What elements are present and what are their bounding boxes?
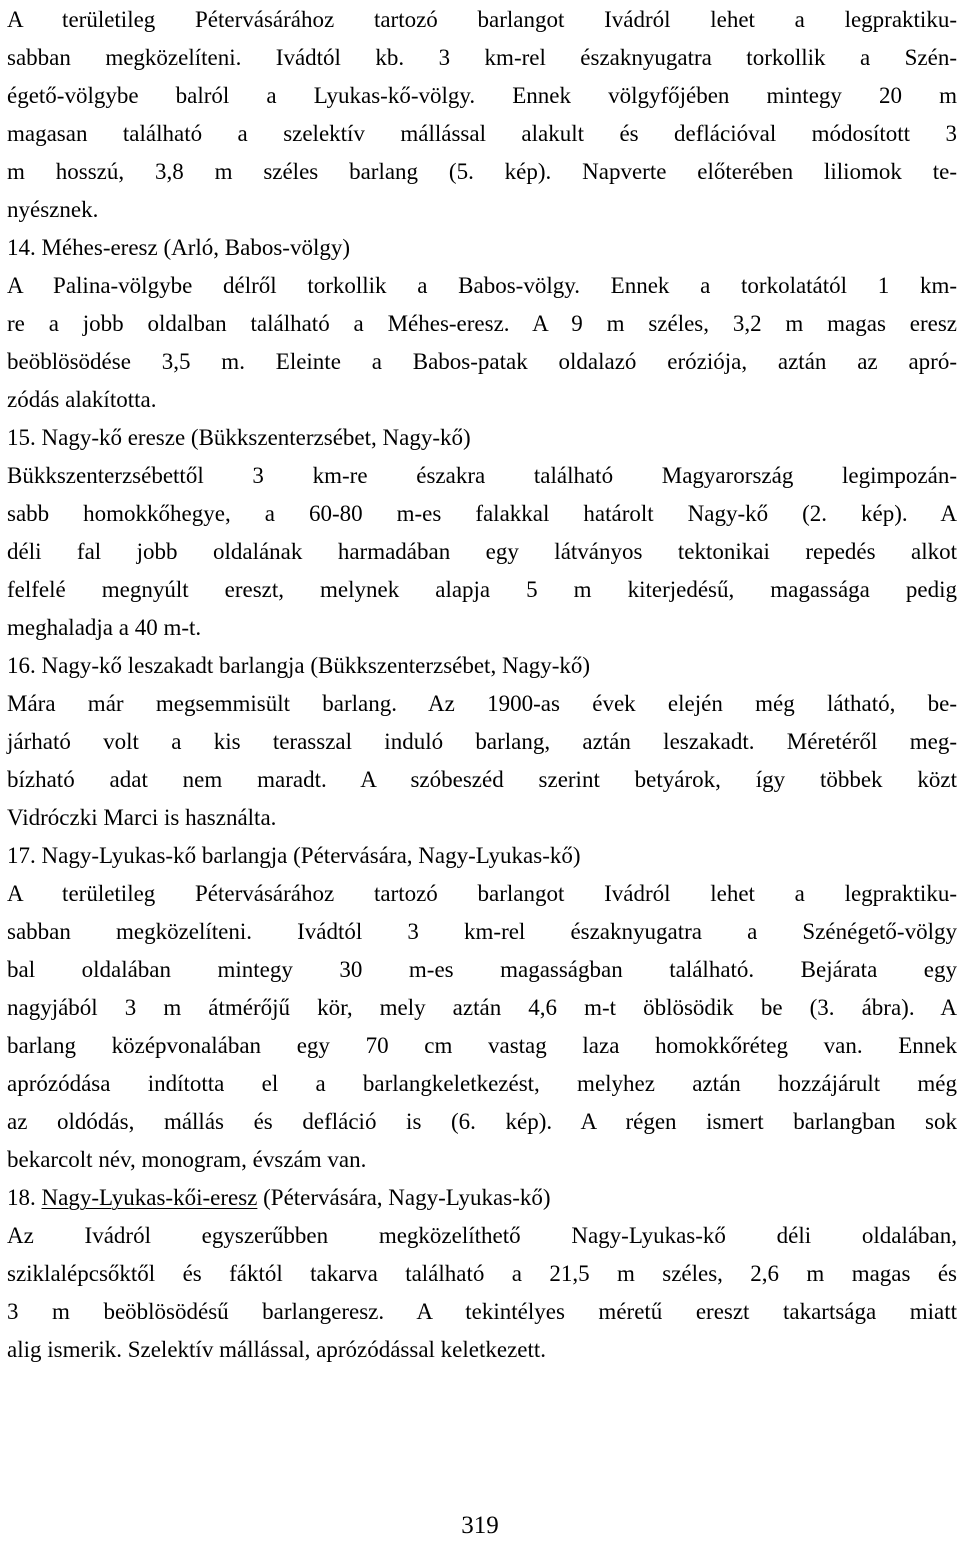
text-line: A Palina-völgybe délről torkollik a Babos-völgy. Ennek a torkolatától 1 km- xyxy=(7,273,957,298)
text-line: alig ismerik. Szelektív mállással, aprózódással keletkezett. xyxy=(7,1337,547,1362)
text-line: sziklalépcsőktől és fáktól takarva található a 21,5 m széles, 2,6 m magas és xyxy=(7,1261,957,1286)
section-heading-17: 17. Nagy-Lyukas-kő barlangja (Pétervására, Nagy-Lyukas-kő) xyxy=(7,843,581,868)
text-line: Az Ivádról egyszerűbben megközelíthető Nagy-Lyukas-kő déli oldalában, xyxy=(7,1223,957,1248)
section-heading-16: 16. Nagy-kő leszakadt barlangja (Bükkszenterzsébet, Nagy-kő) xyxy=(7,653,591,678)
text-line: Mára már megsemmisült barlang. Az 1900-as évek elején még látható, be- xyxy=(7,691,957,716)
text-line: re a jobb oldalban található a Méhes-eresz. A 9 m széles, 3,2 m magas eresz xyxy=(7,311,957,336)
text-line: magasan található a szelektív mállással alakult és deflációval módosított 3 xyxy=(7,121,957,146)
heading-number: 18. xyxy=(7,1185,36,1210)
text-line: beöblösödése 3,5 m. Eleinte a Babos-patak oldalazó eróziója, aztán az apró- xyxy=(7,349,957,374)
text-line: aprózódása indította el a barlangkeletkezést, melyhez aztán hozzájárult még xyxy=(7,1071,957,1096)
text-line: barlang középvonalában egy 70 cm vastag laza homokkőréteg van. Ennek xyxy=(7,1033,957,1058)
page-number: 319 xyxy=(461,1512,499,1539)
text-line: Bükkszenterzsébettől 3 km-re északra található Magyarország legimpozán- xyxy=(7,463,957,488)
text-line: meghaladja a 40 m-t. xyxy=(7,615,202,640)
text-line: m hosszú, 3,8 m széles barlang (5. kép). Napverte előterében liliomok te- xyxy=(7,159,957,184)
text-line: bal oldalában mintegy 30 m-es magasságban található. Bejárata egy xyxy=(7,957,957,982)
text-line: zódás alakította. xyxy=(7,387,157,412)
section-heading-18 xyxy=(7,1180,957,1216)
text-line: 3 m beöblösödésű barlangeresz. A tekintélyes méretű ereszt takartsága miatt xyxy=(7,1299,957,1324)
text-line: égető-völgybe balról a Lyukas-kő-völgy. Ennek völgyfőjében mintegy 20 m xyxy=(7,83,957,108)
text-line: járható volt a kis terasszal induló barlang, aztán leszakadt. Méretéről meg- xyxy=(7,729,957,754)
heading-location: (Pétervására, Nagy-Lyukas-kő) xyxy=(263,1185,551,1210)
text-line: Vidróczki Marci is használta. xyxy=(7,805,277,830)
heading-underlined-name: Nagy-Lyukas-kői-eresz xyxy=(41,1185,258,1210)
text-line: nyésznek. xyxy=(7,197,99,222)
text-line: sabban megközelíteni. Ivádtól kb. 3 km-rel északnyugatra torkollik a Szén- xyxy=(7,45,957,70)
text-line: sabb homokkőhegye, a 60-80 m-es falakkal határolt Nagy-kő (2. kép). A xyxy=(7,501,957,526)
text-line: bízható adat nem maradt. A szóbeszéd szerint betyárok, így többek közt xyxy=(7,767,957,792)
text-line: nagyjából 3 m átmérőjű kör, mely aztán 4,6 m-t öblösödik be (3. ábra). A xyxy=(7,995,957,1020)
text-line: A területileg Pétervásárához tartozó barlangot Ivádról lehet a legpraktiku- xyxy=(7,7,957,32)
section-heading-15: 15. Nagy-kő eresze (Bükkszenterzsébet, Nagy-kő) xyxy=(7,425,471,450)
text-line: felfelé megnyúlt ereszt, melynek alapja 5 m kiterjedésű, magassága pedig xyxy=(7,577,957,602)
text-line: sabban megközelíteni. Ivádtól 3 km-rel északnyugatra a Szénégető-völgy xyxy=(7,919,957,944)
text-line: az oldódás, mállás és defláció is (6. kép). A régen ismert barlangban sok xyxy=(7,1109,957,1134)
text-line: bekarcolt név, monogram, évszám van. xyxy=(7,1147,367,1172)
text-line: A területileg Pétervásárához tartozó barlangot Ivádról lehet a legpraktiku- xyxy=(7,881,957,906)
text-line: déli fal jobb oldalának harmadában egy látványos tektonikai repedés alkot xyxy=(7,539,957,564)
section-heading-14: 14. Méhes-eresz (Arló, Babos-völgy) xyxy=(7,235,350,260)
